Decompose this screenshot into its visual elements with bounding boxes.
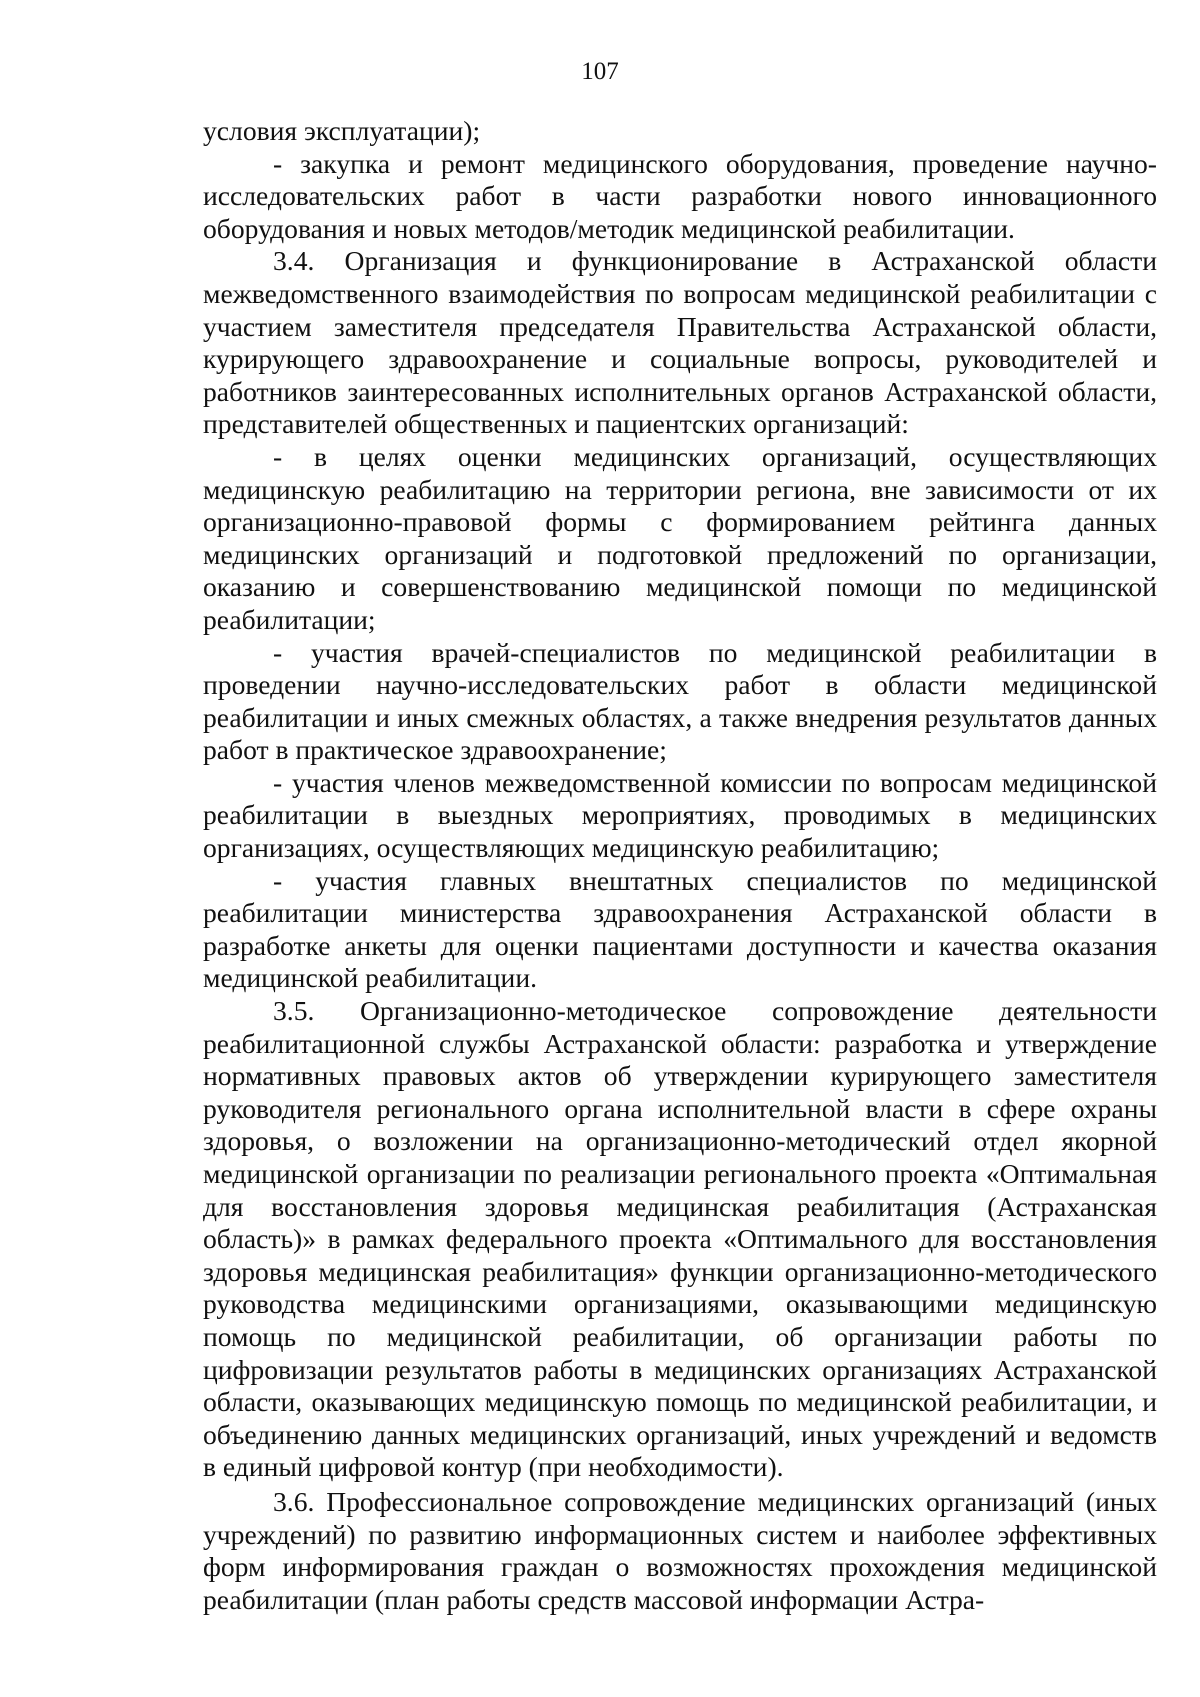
paragraph-procurement: - закупка и ремонт медицинского оборудования, проведение научно-исследовательских работ в части разработки нового инновационного оборудования и новых методов/методик медицинской реабилитации. (203, 147, 1157, 244)
paragraph-3-5: 3.5. Организационно-методическое сопровождение деятельности реабилитационной службы Астраханской области: разработка и утверждение нормативных правовых актов об утверждении курирующего заместителя руководителя регионального органа исполнительной власти в сфере охраны здоровья, о возложении на организационно-методический отдел якорной медицинской организации по реализации регионального проекта «Оптимальная для восстановления здоровья медицинская реабилитация (Астраханская область)» в рамках федерального проекта «Оптимального для восстановления здоровья медицинская реабилитация» функции организационно-методического руководства медицинскими организациями, оказывающими медицинскую помощь по медицинской реабилитации, об организации работы по цифровизации результатов работы в медицинских организациях Астраханской области, оказывающих медицинскую помощь по медицинской реабилитации, и объединению данных медицинских организаций, иных учреждений и ведомств в единый цифровой контур (при необходимости). (203, 995, 1157, 1483)
paragraph-3-4: 3.4. Организация и функционирование в Астраханской области межведомственного взаимодействия по вопросам медицинской реабилитации с участием заместителя председателя Правительства Астраханской области, курирующего здравоохранение и социальные вопросы, руководителей и работников заинтересованных исполнительных органов Астраханской области, представителей общественных и пациентских организаций: (203, 245, 1157, 440)
paragraph-continuation: условия эксплуатации); (203, 115, 481, 146)
paragraph-commission-participation: - участия членов межведомственной комиссии по вопросам медицинской реабилитации в выездных мероприятиях, проводимых в медицинских организациях, осуществляющих медицинскую реабилитацию; (203, 766, 1157, 864)
page-number: 107 (581, 58, 619, 85)
paragraph-research-participation: - участия врачей-специалистов по медицинской реабилитации в проведении научно-исследовательских работ в области медицинской реабилитации и иных смежных областях, а также внедрения результатов данных работ в практическое здравоохранение; (203, 636, 1157, 766)
paragraph-3-6: 3.6. Профессиональное сопровождение медицинских организаций (иных учреждений) по развитию информационных систем и наиболее эффективных форм информирования граждан о возможностях прохождения медицинской реабилитации (план работы средств массовой информации Астра- (203, 1485, 1157, 1615)
paragraph-assessment: - в целях оценки медицинских организаций, осуществляющих медицинскую реабилитацию на территории региона, вне зависимости от их организационно-правовой формы с формированием рейтинга данных медицинских организаций и подготовкой предложений по организации, оказанию и совершенствованию медицинской помощи по медицинской реабилитации; (203, 440, 1157, 635)
document-body (203, 115, 1157, 1616)
paragraph-specialists-participation: - участия главных внештатных специалистов по медицинской реабилитации министерства здравоохранения Астраханской области в разработке анкеты для оценки пациентами доступности и качества оказания медицинской реабилитации. (203, 864, 1157, 994)
